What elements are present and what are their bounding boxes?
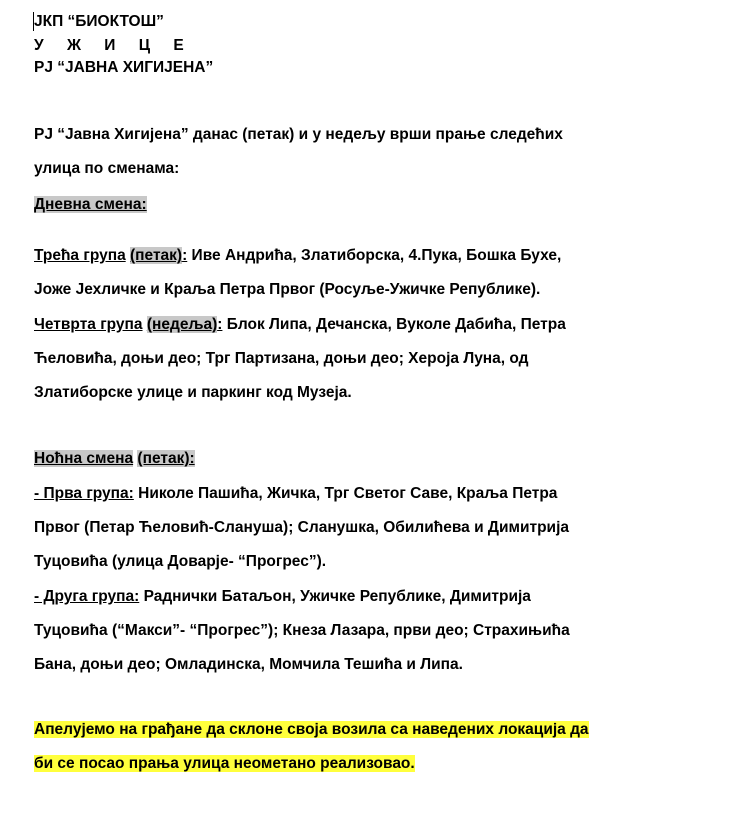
group3-streets-1: Иве Андрића, Златиборска, 4.Пука, Бошка Бухе, <box>187 247 562 264</box>
group1-label: - Прва група: <box>34 485 134 502</box>
day-shift-heading: Дневна смена: <box>34 196 147 213</box>
group2-line-1 <box>34 580 714 614</box>
intro-line-2: улица по сменама: <box>34 160 180 177</box>
group3-colon: : <box>182 247 188 264</box>
appeal-line-2 <box>34 747 714 781</box>
group4-label: Четврта група <box>34 316 143 333</box>
intro-line-1: РЈ “Јавна Хигијена” данас (петак) и у недељу врши прање следећих <box>34 126 563 143</box>
group4-line-2: Ћеловића, доњи део; Трг Партизана, доњи део; Хероја Луна, од <box>34 350 529 367</box>
group4-day: (недеља) <box>146 316 218 333</box>
group1-streets-1: Николе Пашића, Жичка, Трг Светог Саве, Краља Петра <box>133 485 558 502</box>
group1-line-1 <box>34 477 714 511</box>
group2-streets-1: Раднички Батаљон, Ужичке Републике, Димитрија <box>139 588 531 605</box>
appeal-line-1 <box>34 713 714 747</box>
group3-day: (петак) <box>130 247 183 264</box>
group1-line-2: Првог (Петар Ћеловић-Слануша); Сланушка, Обилићева и Димитрија <box>34 519 569 536</box>
header-unit: РЈ “ЈАВНА ХИГИЈЕНА” <box>34 59 214 76</box>
group2-line-3: Бана, доњи део; Омладинска, Момчила Тешића и Липа. <box>34 656 463 673</box>
group2-label: - Друга група: <box>34 588 140 605</box>
group1-line-3: Туцовића (улица Доварје- “Прогрес”). <box>34 553 327 570</box>
group3-label: Трећа група <box>34 247 126 264</box>
header-org: ЈКП “БИОКТОШ” <box>34 13 164 30</box>
group3-line-2: Јоже Јехличке и Краља Петра Првог (Росуље-Ужичке Републике). <box>34 281 541 298</box>
group4-colon: : <box>217 316 223 333</box>
group4-line-1 <box>34 308 714 342</box>
night-shift-day: (петак): <box>137 450 195 467</box>
group2-line-2: Туцовића (“Макси”- “Прогрес”); Кнеза Лазара, први део; Страхињића <box>34 622 570 639</box>
day-shift-heading-line <box>34 188 714 222</box>
group4-line-3: Златиборске улице и паркинг код Музеја. <box>34 384 352 401</box>
appeal-text-1: Апелујемо на грађане да склоне своја возила са наведених локација да <box>34 721 589 738</box>
night-shift-heading: Ноћна смена <box>34 450 134 467</box>
group3-line-1 <box>34 239 714 273</box>
header-city: У Ж И Ц Е <box>34 37 194 54</box>
night-shift-heading-line <box>34 442 714 476</box>
group4-streets-1: Блок Липа, Дечанска, Вуколе Дабића, Петра <box>222 316 566 333</box>
appeal-text-2: би се посао прања улица неометано реализовао. <box>34 755 415 772</box>
